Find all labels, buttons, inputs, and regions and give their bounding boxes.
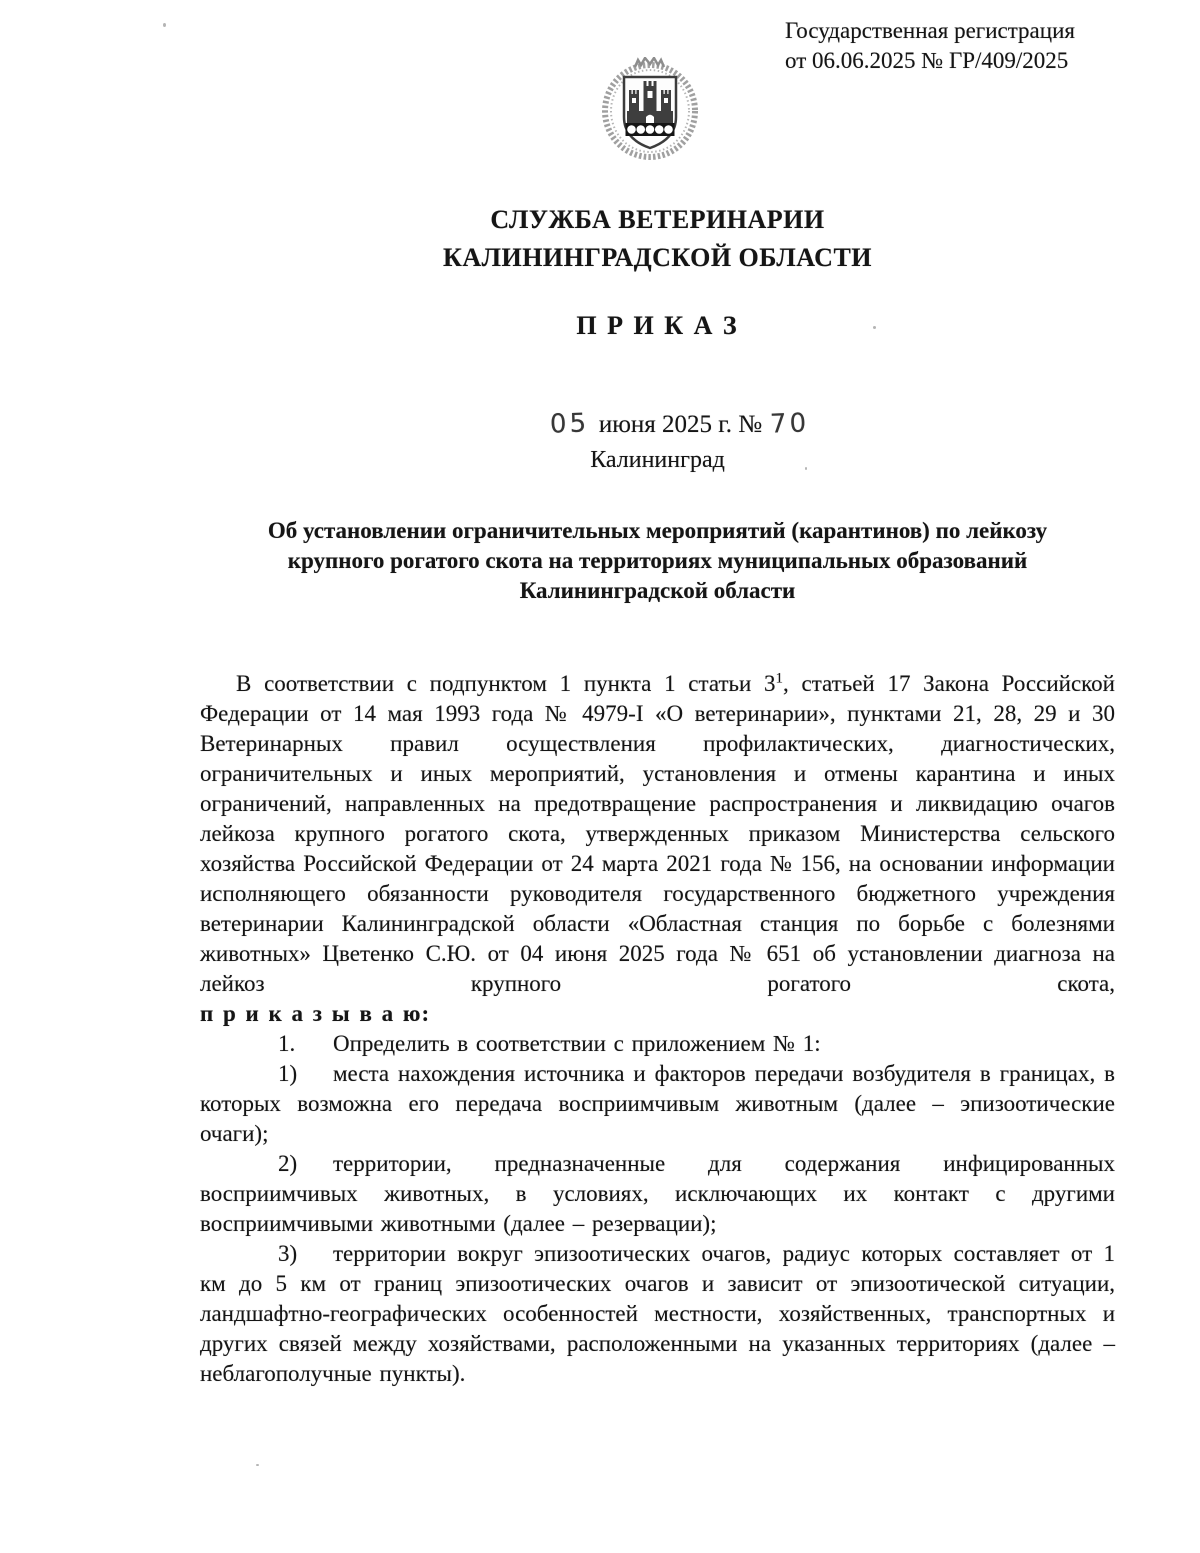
order-subitem-1-text: места нахождения источника и факторов передачи возбудителя в границах, в которых возможна его передача восприимчивым животным (далее – эпизоотические очаги); xyxy=(200,1061,1115,1146)
subject-heading-line2: крупного рогатого скота на территориях муниципальных образований xyxy=(287,548,1028,573)
registration-line2: от 06.06.2025 № ГР/409/2025 xyxy=(785,48,1069,73)
order-subitem-2-marker: 2) xyxy=(278,1151,298,1176)
scan-speck xyxy=(873,326,876,329)
order-subitem-3-text: территории вокруг эпизоотических очагов, радиус которых составляет от 1 км до 5 км от границ эпизоотических очагов и зависит от эпизоотической ситуации, ландшафтно-географических особенностей местности, хозяйственных, транспортных и других связей между хозяйствами, расположенными на указанных территориях (далее – неблагополучные пункты). xyxy=(200,1241,1115,1386)
document-type-heading: П Р И К А З xyxy=(576,311,739,340)
registration-stamp xyxy=(785,16,1075,76)
kaliningrad-coat-of-arms-icon xyxy=(591,57,709,161)
order-subitem-2-text: территории, предназначенные для содержания инфицированных восприимчивых животных, в условиях, исключающих их контакт с другими восприимчивыми животными (далее – резервации); xyxy=(200,1151,1115,1236)
organization-name-line2: КАЛИНИНГРАДСКОЙ ОБЛАСТИ xyxy=(442,243,873,272)
order-subitem-1-marker: 1) xyxy=(278,1061,298,1086)
preamble-paragraph xyxy=(200,669,1115,999)
preamble-text-before-superscript: В соответствии с подпунктом 1 пункта 1 статьи 3 xyxy=(236,671,776,696)
city-line: Калининград xyxy=(590,447,725,473)
subject-heading xyxy=(200,516,1115,606)
handwritten-order-number: 70 xyxy=(769,408,810,440)
date-typed-text: июня 2025 г. № xyxy=(598,411,763,438)
scan-speck xyxy=(163,23,166,27)
subject-heading-line1: Об установлении ограничительных мероприятий (карантинов) по лейкозу xyxy=(267,518,1048,543)
order-subitem-1 xyxy=(200,1059,1115,1149)
preamble-text-after-superscript: , статьей 17 Закона Российской Федерации от 14 мая 1993 года № 4979-I «О ветеринарии», пунктами 21, 28, 29 и 30 Ветеринарных правил осуществления профилактических, диагностических, ограничительных и иных мероприятий, установления и отмены карантина и иных ограничений, направленных на предотвращение распространения и ликвидацию очагов лейкоза крупного рогатого скота, утвержденных приказом Министерства сельского хозяйства Российской Федерации от 24 марта 2021 года № 156, на основании информации исполняющего обязанности руководителя государственного бюджетного учреждения ветеринарии Калининградской области «Областная станция по борьбе с болезнями животных» Цветенко С.Ю. от 04 июня 2025 года № 651 об установлении диагноза на лейкоз крупного рогатого скота, xyxy=(200,671,1115,996)
scan-speck xyxy=(256,1464,259,1466)
order-item-1-text: Определить в соответствии с приложением № 1: xyxy=(333,1031,821,1056)
law-article-superscript: 1 xyxy=(775,670,784,687)
handwritten-day: 05 xyxy=(549,408,590,440)
organization-name-line1: СЛУЖБА ВЕТЕРИНАРИИ xyxy=(490,205,825,234)
date-number-line xyxy=(222,406,1137,443)
order-subitem-3 xyxy=(200,1239,1115,1389)
document-body xyxy=(200,669,1115,1389)
organization-name xyxy=(200,201,1115,277)
scan-speck xyxy=(805,467,807,470)
order-subitem-3-marker: 3) xyxy=(278,1241,298,1266)
subject-heading-line3: Калининградской области xyxy=(519,578,796,603)
command-line: п р и к а з ы в а ю: xyxy=(200,1001,431,1026)
registration-line1: Государственная регистрация xyxy=(785,18,1075,43)
order-item-1 xyxy=(200,1029,1115,1059)
order-subitem-2 xyxy=(200,1149,1115,1239)
order-item-1-marker: 1. xyxy=(278,1031,296,1056)
